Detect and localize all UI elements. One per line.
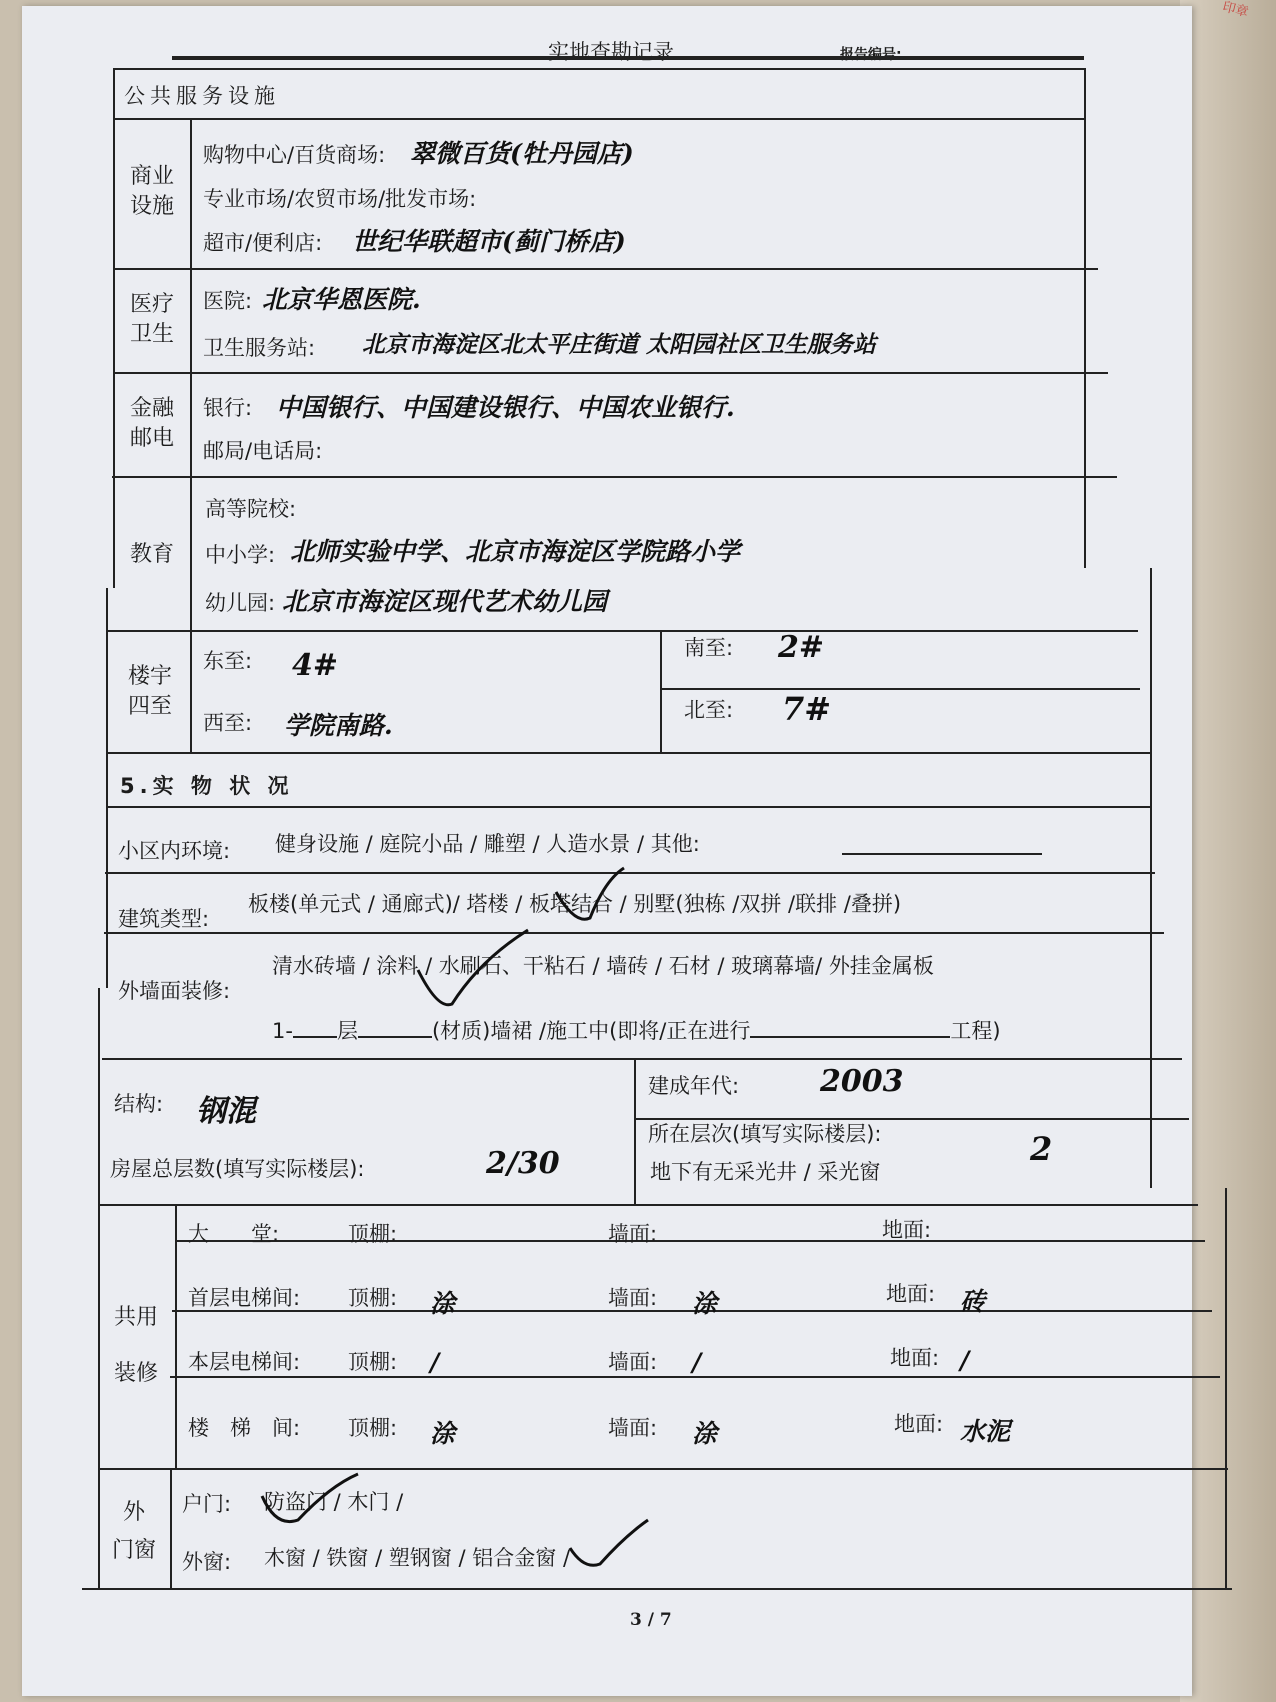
structure-label: 结构: bbox=[114, 1092, 164, 1116]
check-mark-aluminum bbox=[570, 1520, 648, 1565]
check-mark-tower bbox=[556, 868, 624, 919]
total-floors-label: 房屋总层数(填写实际楼层): bbox=[110, 1157, 365, 1181]
shared-row-name: 首层电梯间: bbox=[188, 1286, 301, 1310]
health-station-value: 北京市海淀区北太平庄街道 太阳园社区卫生服务站 bbox=[362, 331, 877, 358]
west-value: 学院南路. bbox=[284, 711, 393, 740]
ceiling-value: / bbox=[430, 1348, 440, 1377]
facade-options: 清水砖墙 / 涂料 / 水刷石、干粘石 / 墙砖 / 石材 / 玻璃幕墙/ 外挂金属板 bbox=[272, 954, 934, 978]
report-number-label: 报告编号: bbox=[840, 47, 902, 63]
building-type-label: 建筑类型: bbox=[118, 907, 210, 931]
school-label: 中小学: bbox=[205, 543, 276, 567]
post-office-label: 邮局/电话局: bbox=[203, 439, 323, 463]
college-label: 高等院校: bbox=[205, 497, 297, 521]
floor-label: 地面: bbox=[882, 1218, 932, 1242]
bank-label: 银行: bbox=[203, 396, 253, 420]
door-options: 防盗门 / 木门 / bbox=[264, 1490, 404, 1514]
kindergarten-value: 北京市海淀区现代艺术幼儿园 bbox=[282, 587, 608, 616]
wall-label: 墙面: bbox=[608, 1350, 658, 1374]
south-value: 2# bbox=[778, 630, 825, 665]
window-label: 外窗: bbox=[182, 1550, 232, 1574]
hospital-label: 医院: bbox=[203, 289, 253, 313]
total-floors-value: 2/30 bbox=[486, 1146, 560, 1181]
ceiling-label: 顶棚: bbox=[348, 1286, 398, 1310]
mall-value: 翠微百货(牡丹园店) bbox=[410, 139, 634, 168]
facade-line2-middle: (材质)墙裙 /施工中(即将/正在进行 bbox=[431, 1019, 751, 1043]
east-value: 4# bbox=[292, 648, 339, 683]
shared-row-name: 本层电梯间: bbox=[188, 1350, 301, 1374]
shared-decoration-category: 共用 装修 bbox=[113, 1305, 158, 1386]
check-mark-security-door bbox=[262, 1474, 358, 1522]
facade-floor-prefix: 1- bbox=[272, 1019, 293, 1043]
light-well-options: 地下有无采光井 / 采光窗 bbox=[650, 1160, 881, 1184]
ceiling-label: 顶棚: bbox=[348, 1222, 398, 1246]
shared-row-name: 楼 梯 间: bbox=[188, 1416, 301, 1440]
wall-label: 墙面: bbox=[608, 1416, 658, 1440]
north-value: 7# bbox=[782, 690, 832, 728]
ceiling-value: 涂 bbox=[430, 1419, 456, 1448]
hospital-value: 北京华恩医院. bbox=[262, 285, 421, 314]
bank-value: 中国银行、中国建设银行、中国农业银行. bbox=[276, 393, 735, 422]
facade-label: 外墙面装修: bbox=[118, 979, 231, 1003]
document-title: 实地查勘记录 bbox=[548, 40, 674, 64]
east-label: 东至: bbox=[203, 649, 253, 673]
wall-label: 墙面: bbox=[608, 1222, 658, 1246]
shared-row-name: 大 堂: bbox=[188, 1222, 280, 1246]
mall-label: 购物中心/百货商场: bbox=[203, 143, 386, 167]
environment-label: 小区内环境: bbox=[118, 839, 231, 863]
structure-value: 钢混 bbox=[196, 1094, 256, 1129]
physical-heading: 5.实 物 状 况 bbox=[120, 774, 294, 798]
building-type-options: 板楼(单元式 / 通廊式)/ 塔楼 / 板塔结合 / 别墅(独栋 /双拼 /联排 /叠拼) bbox=[248, 892, 902, 916]
medical-category: 医疗 卫生 bbox=[129, 292, 174, 347]
floor-label: 地面: bbox=[886, 1282, 936, 1306]
kindergarten-label: 幼儿园: bbox=[205, 591, 276, 615]
wall-value: / bbox=[692, 1348, 702, 1377]
ceiling-value: 涂 bbox=[430, 1289, 456, 1318]
north-label: 北至: bbox=[684, 698, 734, 722]
check-mark-paint bbox=[418, 930, 528, 1005]
built-year-value: 2003 bbox=[820, 1064, 904, 1099]
neighbors-category: 楼宇 四至 bbox=[127, 664, 172, 719]
floor-value: 砖 bbox=[960, 1287, 986, 1316]
page-number: 3 / 7 bbox=[630, 1610, 672, 1630]
health-station-label: 卫生服务站: bbox=[203, 336, 316, 360]
supermarket-value: 世纪华联超市(蓟门桥店) bbox=[352, 227, 626, 256]
west-label: 西至: bbox=[203, 711, 253, 735]
wall-value: 涂 bbox=[692, 1289, 718, 1318]
facade-layer-word: 层 bbox=[336, 1019, 358, 1043]
ceiling-label: 顶棚: bbox=[348, 1350, 398, 1374]
floor-label: 地面: bbox=[894, 1412, 944, 1436]
wall-value: 涂 bbox=[692, 1419, 718, 1448]
supermarket-label: 超市/便利店: bbox=[203, 231, 323, 255]
floor-value: / bbox=[960, 1346, 970, 1375]
education-category: 教育 bbox=[129, 542, 174, 567]
floor-value: 水泥 bbox=[960, 1417, 1011, 1446]
located-floor-label: 所在层次(填写实际楼层): bbox=[648, 1122, 882, 1146]
built-year-label: 建成年代: bbox=[648, 1074, 740, 1098]
south-label: 南至: bbox=[684, 636, 734, 660]
facade-line2-suffix: 工程) bbox=[950, 1019, 1001, 1043]
located-floor-value: 2 bbox=[1030, 1130, 1053, 1168]
school-value: 北师实验中学、北京市海淀区学院路小学 bbox=[290, 537, 741, 566]
environment-options: 健身设施 / 庭院小品 / 雕塑 / 人造水景 / 其他: bbox=[275, 832, 700, 856]
wall-label: 墙面: bbox=[608, 1286, 658, 1310]
market-label: 专业市场/农贸市场/批发市场: bbox=[203, 187, 477, 211]
red-stamp-fragment: 印章 bbox=[1220, 0, 1250, 21]
floor-label: 地面: bbox=[890, 1346, 940, 1370]
finance-category: 金融 邮电 bbox=[129, 396, 174, 451]
door-label: 户门: bbox=[182, 1492, 232, 1516]
window-options: 木窗 / 铁窗 / 塑钢窗 / 铝合金窗 / bbox=[264, 1546, 571, 1570]
doors-windows-category: 外 门窗 bbox=[111, 1500, 156, 1563]
public-services-heading: 公共服务设施 bbox=[124, 84, 280, 108]
commercial-category: 商业 设施 bbox=[129, 164, 174, 219]
ceiling-label: 顶棚: bbox=[348, 1416, 398, 1440]
